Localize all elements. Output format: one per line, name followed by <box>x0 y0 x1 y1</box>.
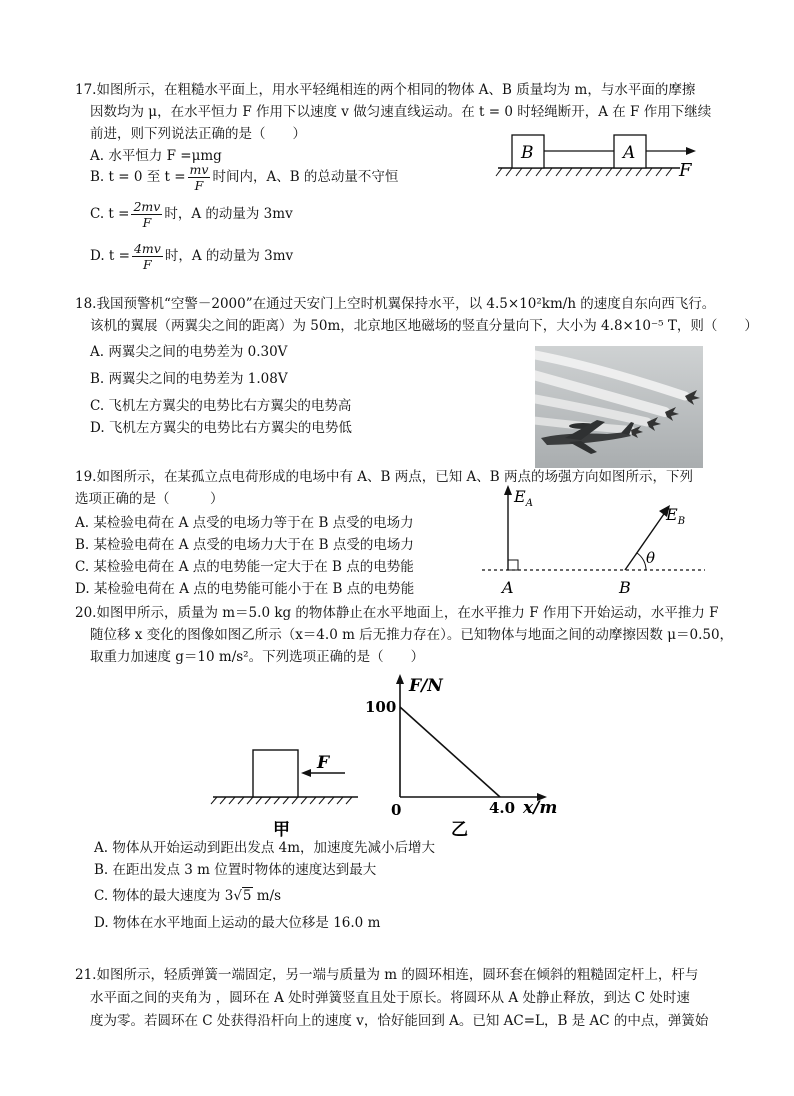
q17-option-d-suffix: 时，A 的动量为 3mv <box>164 248 294 264</box>
force-arrowhead <box>686 147 696 155</box>
sqrt-sign: √ <box>233 888 242 904</box>
q18-option-d: D. 飞机左方翼尖的电势比右方翼尖的电势低 <box>90 420 352 436</box>
q17-option-b-fraction <box>188 162 211 193</box>
q20-stem-line1: 20.如图甲所示，质量为 m＝5.0 kg 的物体静止在水平地面上，在水平推力 F 作用下开始运动，水平推力 F <box>75 605 719 621</box>
figure-jia-label: 甲 <box>273 820 290 840</box>
q17-option-d <box>90 239 293 273</box>
origin-label: 0 <box>391 801 402 819</box>
ground-hatching <box>211 797 352 804</box>
x-tick-label: 4.0 <box>489 799 516 817</box>
q17-option-a: A. 水平恒力 F =μmg <box>90 148 222 164</box>
ground-hatching <box>496 168 672 176</box>
q20-option-b: B. 在距出发点 3 m 位置时物体的速度达到最大 <box>94 862 377 878</box>
force-displacement-line <box>400 707 500 797</box>
point-b-label: B <box>619 578 631 597</box>
q17-option-c <box>90 197 293 231</box>
y-axis-label: F/N <box>409 676 443 696</box>
q20-option-c-suffix: m/s <box>252 888 282 904</box>
point-a-label: A <box>502 578 514 597</box>
q19-option-b: B. 某检验电荷在 A 点受的电场力大于在 B 点受的电场力 <box>75 537 414 553</box>
eb-label: $E_B$ <box>666 505 686 527</box>
push-force-arrowhead <box>301 769 311 777</box>
q19-option-d: D. 某检验电荷在 A 点的电势能可能小于在 B 点的电势能 <box>75 581 415 597</box>
q17-option-b-suffix: 时间内，A、B 的总动量不守恒 <box>212 169 399 185</box>
q18-option-b: B. 两翼尖之间的电势差为 1.08V <box>90 371 288 387</box>
q20-stem-line3: 取重力加速度 g＝10 m/s²。下列选项正确的是（ ） <box>90 649 425 665</box>
right-angle-mark <box>508 560 518 570</box>
q20-stem-line2: 随位移 x 变化的图像如图乙所示（x＝4.0 m 后无推力存在）。已知物体与地面之间的动摩擦因数 μ＝0.50， <box>90 627 734 643</box>
figure-jia <box>211 750 358 840</box>
fraction-numerator: 2mv <box>133 199 161 214</box>
q19-option-a: A. 某检验电荷在 A 点受的电场力等于在 B 点受的电场力 <box>75 515 414 531</box>
theta-label: θ <box>646 549 656 567</box>
block-b-label: B <box>521 143 534 163</box>
fraction-numerator: 4mv <box>133 241 161 256</box>
ea-label: $E_A$ <box>514 487 533 509</box>
q20-option-c <box>94 886 281 906</box>
q21-stem-line3: 度为零。若圆环在 C 处获得沿杆向上的速度 v，恰好能回到 A。已知 AC=L，B 是 AC 的中点，弹簧始 <box>90 1013 709 1029</box>
figure-yi-label: 乙 <box>451 820 468 840</box>
q17-figure-blocks <box>490 130 700 190</box>
x-axis-label: x/m <box>523 798 558 818</box>
force-label: F <box>679 160 692 181</box>
q17-stem-line2: 因数均为 μ，在水平恒力 F 作用下以速度 v 做匀速直线运动。在 t = 0 时轻绳断开，A 在 F 作用下继续 <box>90 104 712 120</box>
q18-stem-line2: 该机的翼展（两翼尖之间的距离）为 50m，北京地区地磁场的竖直分量向下，大小为 4.8×10⁻⁵ T，则（ ） <box>90 318 758 334</box>
q20-option-d: D. 物体在水平地面上运动的最大位移是 16.0 m <box>94 915 381 931</box>
q17-option-d-prefix: D. t = <box>90 248 130 264</box>
q18-stem-line1: 18.我国预警机“空警－2000”在通过天安门上空时机翼保持水平，以 4.5×10²km/h 的速度自东向西飞行。 <box>75 296 716 312</box>
fraction-denominator: F <box>143 257 152 272</box>
q19-stem-line2: 选项正确的是（ ） <box>75 491 224 507</box>
push-force-label: F <box>317 753 330 773</box>
block <box>253 750 298 797</box>
q17-option-c-prefix: C. t = <box>90 206 130 222</box>
q20-option-a: A. 物体从开始运动到距出发点 4m，加速度先减小后增大 <box>94 840 436 856</box>
q19-option-c: C. 某检验电荷在 A 点的电势能一定大于在 B 点的电势能 <box>75 559 414 575</box>
y-axis-arrowhead <box>396 674 404 684</box>
q21-stem-line1: 21.如图所示，轻质弹簧一端固定，另一端与质量为 m 的圆环相连，圆环套在倾斜的粗糙固定杆上，杆与 <box>75 967 699 983</box>
block-a-label: A <box>623 143 636 163</box>
fraction-numerator: mv <box>189 162 209 177</box>
q18-option-a: A. 两翼尖之间的电势差为 0.30V <box>90 344 288 360</box>
q20-option-c-prefix: C. 物体的最大速度为 3 <box>94 888 234 904</box>
q17-option-b <box>90 160 398 194</box>
figure-yi-graph <box>365 674 557 840</box>
q17-option-c-suffix: 时，A 的动量为 3mv <box>164 206 293 222</box>
q17-option-c-fraction <box>131 199 162 230</box>
q19-stem-line1: 19.如图所示，在某孤立点电荷形成的电场中有 A、B 两点，已知 A、B 两点的场强方向如图所示，下列 <box>75 469 693 485</box>
q17-option-b-prefix: B. t = 0 至 t = <box>90 169 186 185</box>
q17-stem-line3: 前进，则下列说法正确的是（ ） <box>90 126 306 142</box>
q19-field-diagram <box>480 480 710 602</box>
sqrt-radicand: 5 <box>242 888 252 904</box>
q17-stem-line1: 17.如图所示，在粗糙水平面上，用水平轻绳相连的两个相同的物体 A、B 质量均为 m，与水平面的摩擦 <box>75 82 696 98</box>
fraction-denominator: F <box>194 178 204 193</box>
fraction-denominator: F <box>142 215 152 230</box>
q20-figures <box>205 670 580 842</box>
y-tick-label: 100 <box>365 698 397 716</box>
q17-option-d-fraction <box>132 241 163 272</box>
q21-stem-line2: 水平面之间的夹角为 ，圆环在 A 处时弹簧竖直且处于原长。将圆环从 A 处静止释放，到达 C 处时速 <box>90 990 690 1006</box>
q18-option-c: C. 飞机左方翼尖的电势比右方翼尖的电势高 <box>90 398 352 414</box>
field-arrowhead-a <box>504 485 512 495</box>
theta-arc <box>637 553 646 570</box>
q18-airplane-photo <box>535 346 703 468</box>
